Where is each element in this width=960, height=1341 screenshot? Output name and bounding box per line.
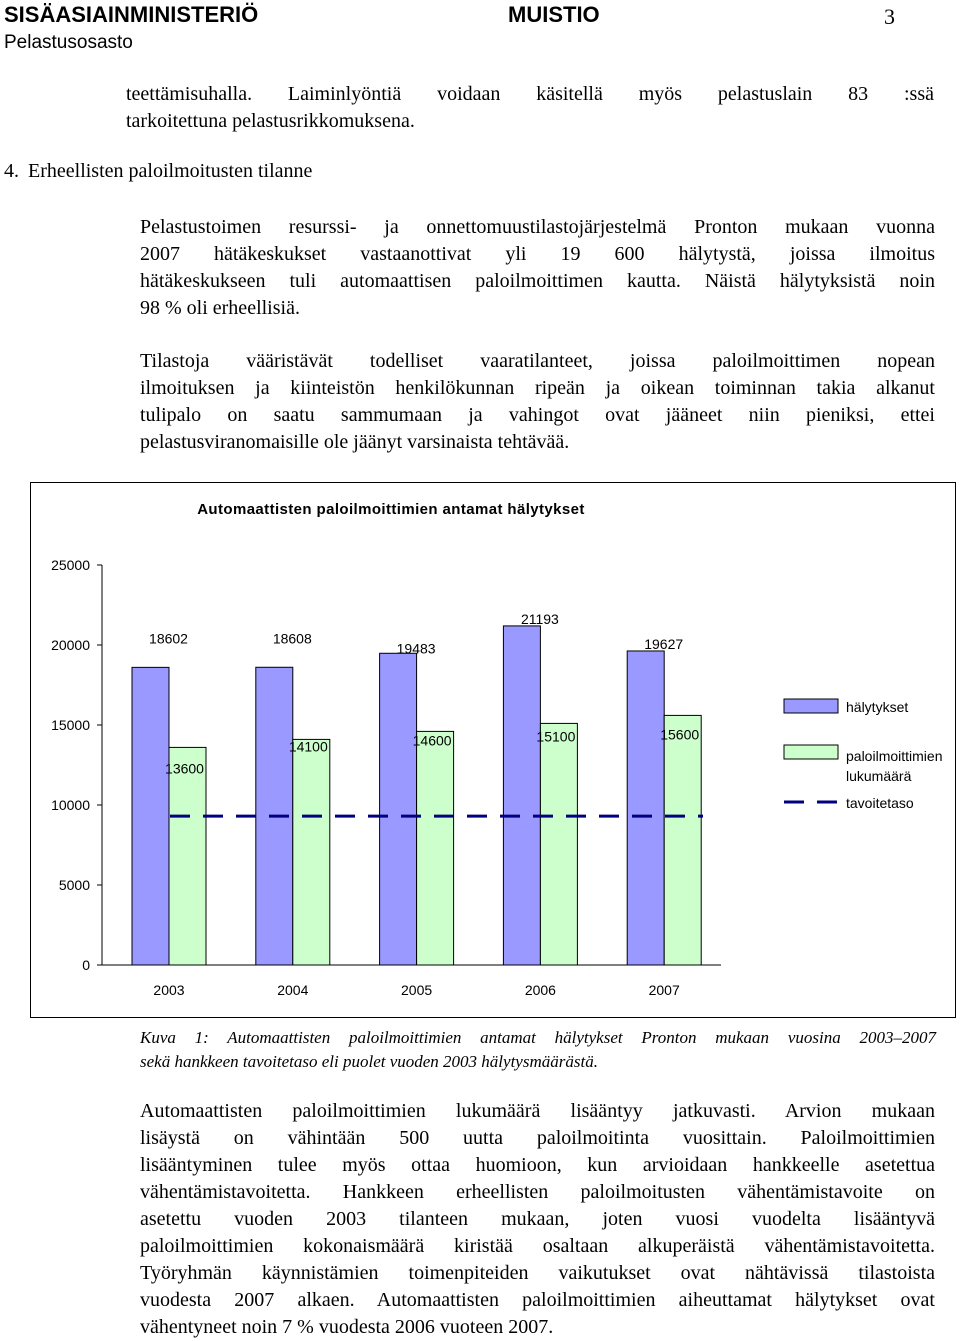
department-name: Pelastusosasto — [4, 32, 133, 53]
paragraph-2 — [140, 348, 935, 456]
section-title: Erheellisten paloilmoitusten tilanne — [28, 160, 313, 182]
y-tick-label: 20000 — [51, 637, 90, 653]
legend-swatch-halytykset — [784, 699, 838, 713]
intro-paragraph — [126, 81, 934, 135]
bar-paloilmoittimien — [169, 747, 206, 965]
figure-caption — [140, 1026, 936, 1074]
paragraph-line: hätäkeskukseen tuli automaattisen paloilmoittimen kautta. Näistä hälytyksistä noin — [140, 270, 935, 292]
paragraph-line: pelastusviranomaisille ole jäänyt varsinaista tehtävää. — [140, 431, 570, 453]
y-tick-label: 0 — [82, 957, 90, 973]
section-heading — [4, 160, 312, 183]
legend-swatch-paloilmoittimien — [784, 745, 838, 759]
paragraph-line: 98 % oli erheellisiä. — [140, 297, 300, 319]
legend-label-paloilmoittimien: lukumäärä — [846, 768, 912, 784]
data-label-paloilmoittimien: 15100 — [536, 728, 576, 745]
paragraph-line: Työryhmän käynnistämien toimenpiteiden vaikutukset ovat nähtävissä tilastoista — [140, 1262, 935, 1284]
caption-line: sekä hankkeen tavoitetaso eli puolet vuoden 2003 hälytysmäärästä. — [140, 1052, 598, 1071]
paragraph-line: lisääntyminen tulee myös ottaa huomioon, kun arvioidaan hankkeelle asetettua — [140, 1154, 935, 1176]
section-number: 4. — [4, 160, 19, 182]
paragraph-1 — [140, 214, 935, 322]
data-label-halytykset: 18602 — [149, 630, 188, 647]
legend-label-paloilmoittimien: paloilmoittimien — [846, 748, 943, 764]
data-label-halytykset: 19627 — [644, 635, 684, 652]
caption-line: Kuva 1: Automaattisten paloilmoittimien antamat hälytykset Pronton mukaan vuosina 2003–2007 — [140, 1028, 936, 1047]
bar-halytykset — [132, 667, 169, 965]
document-type: MUISTIO — [508, 2, 600, 27]
page-number: 3 — [884, 4, 895, 29]
paragraph-line: vähentämistavoitetta. Hankkeen erheellisten paloilmoitusten vähentämistavoite on — [140, 1181, 935, 1203]
x-tick-label: 2003 — [153, 982, 185, 998]
paragraph-line: ilmoituksen ja kiinteistön henkilökunnan ripeän ja oikean toiminnan takia alkanut — [140, 377, 935, 399]
y-tick-label: 5000 — [58, 877, 90, 893]
bar-halytykset — [627, 651, 664, 965]
bar-paloilmoittimien — [540, 723, 577, 965]
paragraph-line: Pelastustoimen resurssi- ja onnettomuustilastojärjestelmä Pronton mukaan vuonna — [140, 216, 935, 238]
paragraph-line: Automaattisten paloilmoittimien lukumäärä lisääntyy jatkuvasti. Arvion mukaan — [140, 1100, 935, 1122]
x-tick-label: 2005 — [401, 982, 433, 998]
paragraph-line: 2007 hätäkeskukset vastaanottivat yli 19 600 hälytystä, joissa ilmoitus — [140, 243, 935, 265]
legend-label-halytykset: hälytykset — [846, 699, 909, 715]
ministry-name: SISÄASIAINMINISTERIÖ — [4, 2, 259, 27]
legend-label-tavoitetaso: tavoitetaso — [846, 795, 914, 811]
bar-halytykset — [380, 653, 417, 965]
paragraph-3 — [140, 1098, 935, 1341]
data-label-paloilmoittimien: 14600 — [412, 732, 452, 749]
bar-halytykset — [503, 626, 540, 965]
data-label-halytykset: 18608 — [272, 630, 312, 647]
data-label-paloilmoittimien: 13600 — [165, 760, 204, 777]
data-label-halytykset: 21193 — [520, 610, 559, 627]
bar-paloilmoittimien — [664, 715, 701, 965]
bar-chart — [31, 483, 955, 1017]
y-tick-label: 25000 — [51, 557, 90, 573]
intro-line: tarkoitettuna pelastusrikkomuksena. — [126, 110, 415, 132]
x-tick-label: 2004 — [277, 982, 309, 998]
paragraph-line: paloilmoittimien kokonaismäärä kiristää osaltaan alkuperäistä vähentämistavoitetta. — [140, 1235, 935, 1257]
data-label-halytykset: 19483 — [396, 640, 436, 657]
intro-line: teettämisuhalla. Laiminlyöntiä voidaan käsitellä myös pelastuslain 83 :ssä — [126, 83, 934, 105]
chart-title: Automaattisten paloilmoittimien antamat hälytykset — [197, 501, 585, 518]
data-label-paloilmoittimien: 15600 — [660, 726, 700, 743]
paragraph-line: vähentyneet noin 7 % vuodesta 2006 vuoteen 2007. — [140, 1316, 554, 1338]
chart-frame — [30, 482, 956, 1018]
y-tick-label: 15000 — [51, 717, 90, 733]
x-tick-label: 2006 — [524, 982, 556, 998]
x-tick-label: 2007 — [648, 982, 680, 998]
bar-paloilmoittimien — [293, 739, 330, 965]
paragraph-line: asetettu vuoden 2003 tilanteen mukaan, joten vuosi vuodelta lisääntyvä — [140, 1208, 935, 1230]
paragraph-line: lisäystä on vähintään 500 uutta paloilmoitinta vuosittain. Paloilmoittimien — [140, 1127, 935, 1149]
y-tick-label: 10000 — [51, 797, 90, 813]
bar-paloilmoittimien — [417, 731, 454, 965]
paragraph-line: vuodesta 2007 alkaen. Automaattisten paloilmoittimien aiheuttamat hälytykset ovat — [140, 1289, 935, 1311]
paragraph-line: tulipalo on saatu sammumaan ja vahingot ovat jääneet niin pieniksi, ettei — [140, 404, 935, 426]
paragraph-line: Tilastoja vääristävät todelliset vaaratilanteet, joissa paloilmoittimen nopean — [140, 350, 935, 372]
data-label-paloilmoittimien: 14100 — [288, 738, 328, 755]
